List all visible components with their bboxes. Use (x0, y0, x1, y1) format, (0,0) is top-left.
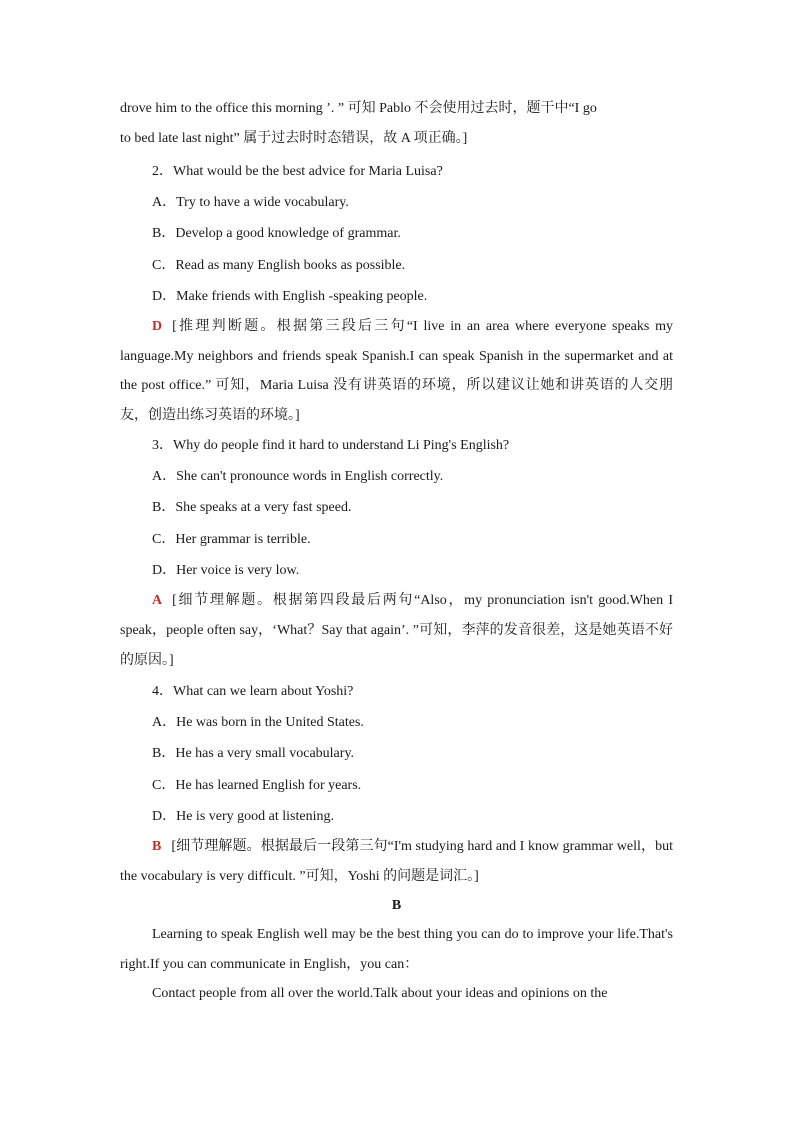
option-c: C．He has learned English for years. (152, 777, 362, 793)
question-4 (120, 676, 673, 892)
option-a: A．Try to have a wide vocabulary. (152, 195, 349, 211)
intro-line-2: to bed late last night” 属于过去时时态错误，故 A 项正确。] (120, 131, 468, 146)
option-b: B．Develop a good knowledge of grammar. (152, 226, 401, 242)
passage-paragraph-1: Learning to speak English well may be the best thing you can do to improve your life.That's right.If you can communicate in English，you can： (120, 927, 673, 972)
option-a: A．She can't pronounce words in English correctly. (152, 469, 444, 485)
intro-line-1: drove him to the office this morning ’. ” 可知 Pablo 不会使用过去时，题干中“I go (120, 101, 597, 116)
answer-explanation (120, 312, 673, 430)
answer-explanation (120, 832, 673, 892)
option-b: B．She speaks at a very fast speed. (152, 500, 352, 516)
answer-letter: A (152, 593, 163, 609)
answer-letter: B (152, 839, 162, 855)
option-b: B．He has a very small vocabulary. (152, 746, 355, 762)
passage-paragraph-2: Contact people from all over the world.Talk about your ideas and opinions on the (152, 986, 608, 1002)
question-stem: 2．What would be the best advice for Maria Luisa? (152, 164, 443, 179)
option-c: C．Her grammar is terrible. (152, 531, 311, 547)
question-stem: 4．What can we learn about Yoshi? (152, 684, 354, 700)
question-stem: 3．Why do people find it hard to understand Li Ping's English? (152, 438, 510, 454)
option-d: D．Make friends with English -speaking people. (152, 288, 428, 304)
explanation-text: [细节理解题。根据最后一段第三句“I'm studying hard and I know grammar well，but the vocabulary is very difficult. ”可知，Yoshi 的问题是词汇。] (120, 839, 673, 885)
option-c: C．Read as many English books as possible. (152, 257, 406, 273)
question-3 (120, 430, 673, 676)
section-heading: B (391, 898, 402, 914)
answer-explanation (120, 586, 673, 676)
answer-letter: D (152, 319, 163, 335)
option-d: D．Her voice is very low. (152, 562, 300, 578)
option-a: A．He was born in the United States. (152, 715, 364, 731)
question-2 (120, 156, 673, 430)
explanation-text: [推理判断题。根据第三段后三句“I live in an area where everyone speaks my language.My neighbors and friends speak Spanish.I can speak Spanish in the supermarket and at the post office.” 可知，Maria Luisa 没有讲英语的环境，所以建议让她和讲英语的人交朋友，创造出练习英语的环境。] (120, 319, 673, 423)
explanation-text: [细节理解题。根据第四段最后两句“Also，my pronunciation isn't good.When I speak，people often say，‘What？Say that again’. ”可知，李萍的发音很差，这是她英语不好的原因。] (120, 593, 673, 669)
option-d: D．He is very good at listening. (152, 808, 334, 824)
page-content (120, 94, 673, 1009)
